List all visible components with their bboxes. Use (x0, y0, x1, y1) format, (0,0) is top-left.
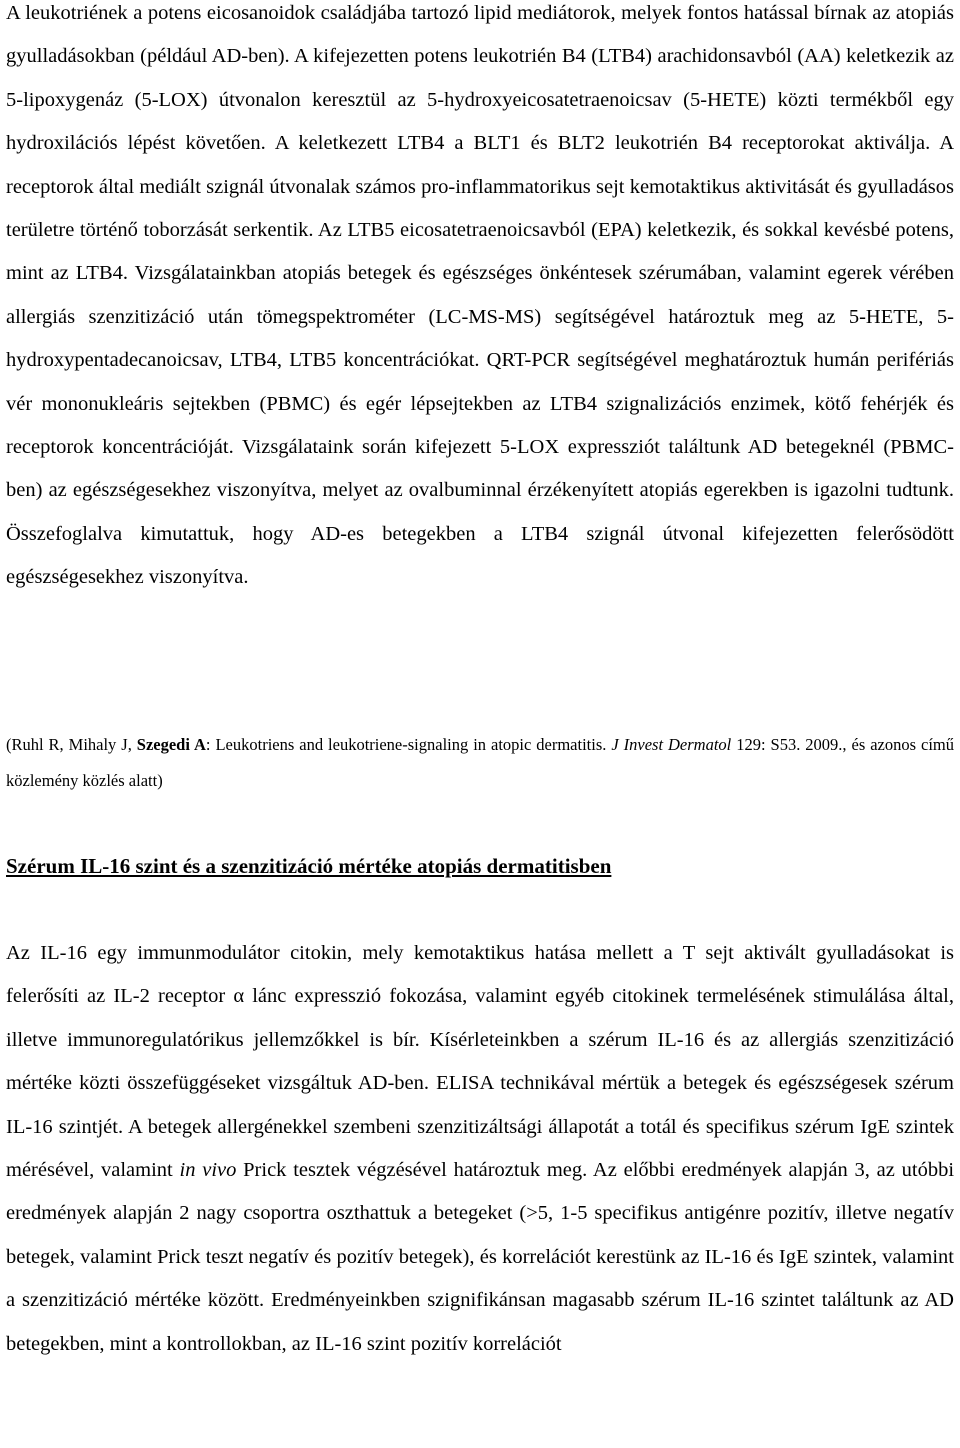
paragraph-leukotriene-text: A leukotriének a potens eicosanoidok családjába tartozó lipid mediátorok, melyek fontos hatással bírnak az atopiás gyulladásokban (például AD-ben). A kifejezetten potens leukotrién B4 (LTB4) arachidonsavból (AA) keletkezik az 5-lipoxygenáz (5-LOX) útvonalon keresztül az 5-hydroxyeicosatetraenoicsav (5-HETE) közti termékből egy hydroxilációs lépést követően. A keletkezett LTB4 a BLT1 és BLT2 leukotrién B4 receptorokat aktiválja. A receptorok által mediált szignál útvonalak számos pro-inflammatorikus sejt kemotaktikus aktivitását és gyulladásos területre történő toborzását serkentik. Az LTB5 eicosatetraenoicsavból (EPA) keletkezik, és sokkal kevésbé potens, mint az LTB4. Vizsgálatainkban atopiás betegek és egészséges önkéntesek szérumában, valamint egerek vérében allergiás szenzitizáció után tömegspektrométer (LC-MS-MS) segítségével határoztuk meg az 5-HETE, 5-hydroxypentadecanoicsav, LTB4, LTB5 koncentrációkat. QRT-PCR segítségével meghatároztuk humán perifériás vér mononukleáris sejtekben (PBMC) és egér lépsejtekben az LTB4 szignalizációs enzimek, kötő fehérjék és receptorok koncentrációját. Vizsgálataink során kifejezett 5-LOX expressziót találtunk AD betegeknél (PBMC-ben) az egészségesekhez viszonyítva, melyet az ovalbuminnal érzékenyített atopiás egerekben is igazolni tudtunk. Összefoglalva kimutattuk, hogy AD-es betegekben a LTB4 szignál útvonal kifejezetten felerősödött egészségesekhez viszonyítva. (6, 2, 954, 589)
citation-text (6, 727, 954, 799)
paragraph-il16 (6, 932, 954, 1366)
citation-volume: 129: S53. 2009. (731, 735, 843, 754)
citation-authors: (Ruhl R, Mihaly J, (6, 735, 137, 754)
citation-suffix: , és azonos című közlemény közlés alatt) (6, 735, 954, 790)
citation-journal: J Invest Dermatol (611, 735, 732, 754)
paragraph-il16-part-1: Az IL-16 egy immunmodulátor citokin, mely kemotaktikus hatása mellett a T sejt aktivált gyulladásokat is felerősíti az IL-2 receptor α lánc expresszió fokozása, valamint egyéb citokinek termelésének stimulálása által, illetve immunoregulatórikus jellemzőkkel is bír. Kísérleteinkben a szérum IL-16 és az allergiás szenzitizáció mértéke közti összefüggéseket vizsgáltuk AD-ben. ELISA technikával mértük a betegek és egészségesek szérum IL-16 szintjét. A betegek allergénekkel szembeni szenzitizáltsági állapotát a totál és specifikus szérum IgE szintek mérésével, valamint (6, 942, 954, 1182)
section-heading: Szérum IL-16 szint és a szenzitizáció mértéke atopiás dermatitisben (6, 854, 612, 878)
paragraph-leukotriene (6, 0, 954, 600)
citation-title: : Leukotriens and leukotriene-signaling in atopic dermatitis. (205, 735, 612, 754)
paragraph-il16-part-2: Prick tesztek végzésével határoztuk meg. Az előbbi eredmények alapján 3, az utóbbi eredmények alapján 2 nagy csoportra oszthattuk a betegeket (>5, 1-5 specifikus antigénre pozitív, illetve negatív betegek, valamint Prick teszt negatív és pozitív betegek), és korrelációt kerestünk az IL-16 és IgE szintek, valamint a szenzitizáció mértéke között. Eredményeinkben szignifikánsan magasabb szérum IL-16 szintet találtunk az AD betegekben, mint a kontrollokban, az IL-16 szint pozitív korrelációt (6, 1159, 955, 1355)
citation (6, 727, 954, 799)
paragraph-il16-text (6, 932, 954, 1366)
paragraph-il16-italic: in vivo (179, 1159, 237, 1182)
citation-author-bold: Szegedi A (136, 735, 206, 754)
